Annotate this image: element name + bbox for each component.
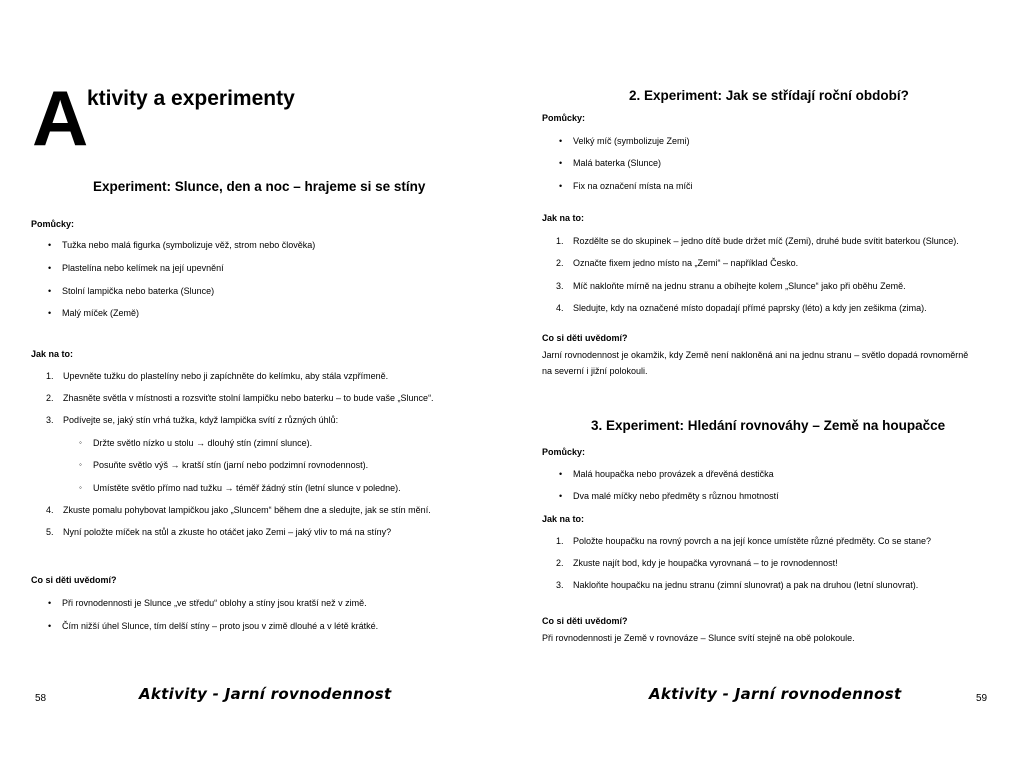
step-text: Položte houpačku na rovný povrch a na její konce umístěte různé předměty. Co se stane? bbox=[573, 536, 932, 546]
list-item: • Dva malé míčky nebo předměty s různou hmotností bbox=[573, 491, 779, 501]
list-item bbox=[556, 558, 838, 568]
list-item: • Malá houpačka nebo provázek a dřevěná destička bbox=[573, 469, 774, 479]
page-number: 59 bbox=[976, 693, 988, 704]
tools-label: Pomůcky: bbox=[542, 113, 586, 123]
step-number: 1. bbox=[556, 536, 564, 546]
how-label: Jak na to: bbox=[542, 213, 585, 223]
notice-line: Jarní rovnodennost je okamžik, kdy Země není nakloněná ani na jednu stranu – světlo dopadá rovnoměrně bbox=[542, 350, 969, 360]
list-item bbox=[46, 505, 431, 515]
notice-label: Co si děti uvědomí? bbox=[31, 575, 117, 585]
list-item: • Malý míček (Země) bbox=[62, 308, 139, 318]
page-footer: Aktivity - Jarní rovnodennost bbox=[649, 685, 902, 703]
list-item: • Plastelína nebo kelímek na její upevnění bbox=[62, 263, 224, 273]
step-number: 4. bbox=[46, 505, 54, 515]
list-item: • Čím nižší úhel Slunce, tím delší stíny – proto jsou v zimě dlouhé a v létě krátké. bbox=[62, 621, 378, 631]
list-item: • Při rovnodennosti je Slunce „ve středu“ oblohy a stíny jsou kratší než v zimě. bbox=[62, 598, 367, 608]
step-number: 3. bbox=[556, 580, 564, 590]
list-item bbox=[556, 236, 959, 246]
list-item bbox=[556, 258, 799, 268]
notice-line: na severní i jižní polokouli. bbox=[542, 366, 648, 376]
list-item: ◦ Držte světlo nízko u stolu → dlouhý stín (zimní slunce). bbox=[93, 438, 312, 448]
page-footer: Aktivity - Jarní rovnodennost bbox=[139, 685, 392, 703]
list-item: • Stolní lampička nebo baterka (Slunce) bbox=[62, 286, 214, 296]
step-number: 3. bbox=[46, 415, 54, 425]
step-text: Zkuste pomalu pohybovat lampičkou jako „Sluncem“ během dne a sledujte, jak se stín mění. bbox=[63, 505, 431, 515]
list-item bbox=[556, 536, 932, 546]
list-item: • Velký míč (symbolizuje Zemi) bbox=[573, 136, 690, 146]
step-text: Podívejte se, jaký stín vrhá tužka, když lampička svítí z různých úhlů: bbox=[63, 415, 339, 425]
how-label: Jak na to: bbox=[542, 514, 585, 524]
page-heading: ktivity a experimenty bbox=[87, 87, 295, 110]
notice-label: Co si děti uvědomí? bbox=[542, 333, 628, 343]
step-text: Nakloňte houpačku na jednu stranu (zimní slunovrat) a pak na druhou (letní slunovrat). bbox=[573, 580, 919, 590]
notice-text: Při rovnodennosti je Země v rovnováze – Slunce svítí stejně na obě polokoule. bbox=[542, 633, 855, 643]
step-text: Míč nakloňte mírně na jednu stranu a obíhejte kolem „Slunce“ jako při oběhu Země. bbox=[573, 281, 906, 291]
step-number: 5. bbox=[46, 527, 54, 537]
list-item: • Tužka nebo malá figurka (symbolizuje věž, strom nebo člověka) bbox=[62, 240, 315, 250]
step-text: Rozdělte se do skupinek – jedno dítě bude držet míč (Zemi), druhé bude svítit baterkou (Slunce). bbox=[573, 236, 959, 246]
step-text: Označte fixem jedno místo na „Zemi“ – například Česko. bbox=[573, 258, 799, 268]
step-text: Sledujte, kdy na označené místo dopadají přímé paprsky (léto) a kdy jen zešikma (zima). bbox=[573, 303, 927, 313]
step-text: Upevněte tužku do plastelíny nebo ji zapíchněte do kelímku, aby stála vzpřímeně. bbox=[63, 371, 389, 381]
list-item bbox=[46, 415, 339, 425]
step-number: 4. bbox=[556, 303, 564, 313]
list-item: • Malá baterka (Slunce) bbox=[573, 158, 661, 168]
tools-label: Pomůcky: bbox=[31, 219, 75, 229]
experiment-1-title: Experiment: Slunce, den a noc – hrajeme si se stíny bbox=[93, 179, 426, 194]
list-item bbox=[556, 580, 919, 590]
step-number: 1. bbox=[46, 371, 54, 381]
step-text: Nyní položte míček na stůl a zkuste ho otáčet jako Zemi – jaký vliv to má na stíny? bbox=[63, 527, 392, 537]
step-number: 2. bbox=[556, 258, 564, 268]
step-number: 2. bbox=[556, 558, 564, 568]
right-page bbox=[512, 0, 1024, 768]
how-label: Jak na to: bbox=[31, 349, 74, 359]
tools-label: Pomůcky: bbox=[542, 447, 586, 457]
step-text: Zhasněte světla v místnosti a rozsviťte stolní lampičku nebo baterku – to bude vaše „Slunce“. bbox=[63, 393, 434, 403]
notice-label: Co si děti uvědomí? bbox=[542, 616, 628, 626]
step-text: Zkuste najít bod, kdy je houpačka vyrovnaná – to je rovnodennost! bbox=[573, 558, 838, 568]
list-item bbox=[46, 371, 389, 381]
page-number: 58 bbox=[35, 693, 47, 704]
experiment-3-title: 3. Experiment: Hledání rovnováhy – Země na houpačce bbox=[591, 418, 946, 433]
step-number: 1. bbox=[556, 236, 564, 246]
list-item: ◦ Umístěte světlo přímo nad tužku → téměř žádný stín (letní slunce v poledne). bbox=[93, 483, 401, 493]
step-number: 2. bbox=[46, 393, 54, 403]
step-number: 3. bbox=[556, 281, 564, 291]
list-item bbox=[556, 303, 927, 313]
list-item bbox=[46, 393, 434, 403]
list-item bbox=[556, 281, 906, 291]
drop-cap-letter: A bbox=[32, 74, 89, 162]
list-item bbox=[46, 527, 392, 537]
notice-text bbox=[542, 347, 968, 379]
list-item: ◦ Posuňte světlo výš → kratší stín (jarní nebo podzimní rovnodennost). bbox=[93, 460, 368, 470]
experiment-2-title: 2. Experiment: Jak se střídají roční období? bbox=[629, 88, 909, 103]
list-item: • Fix na označení místa na míči bbox=[573, 181, 693, 191]
